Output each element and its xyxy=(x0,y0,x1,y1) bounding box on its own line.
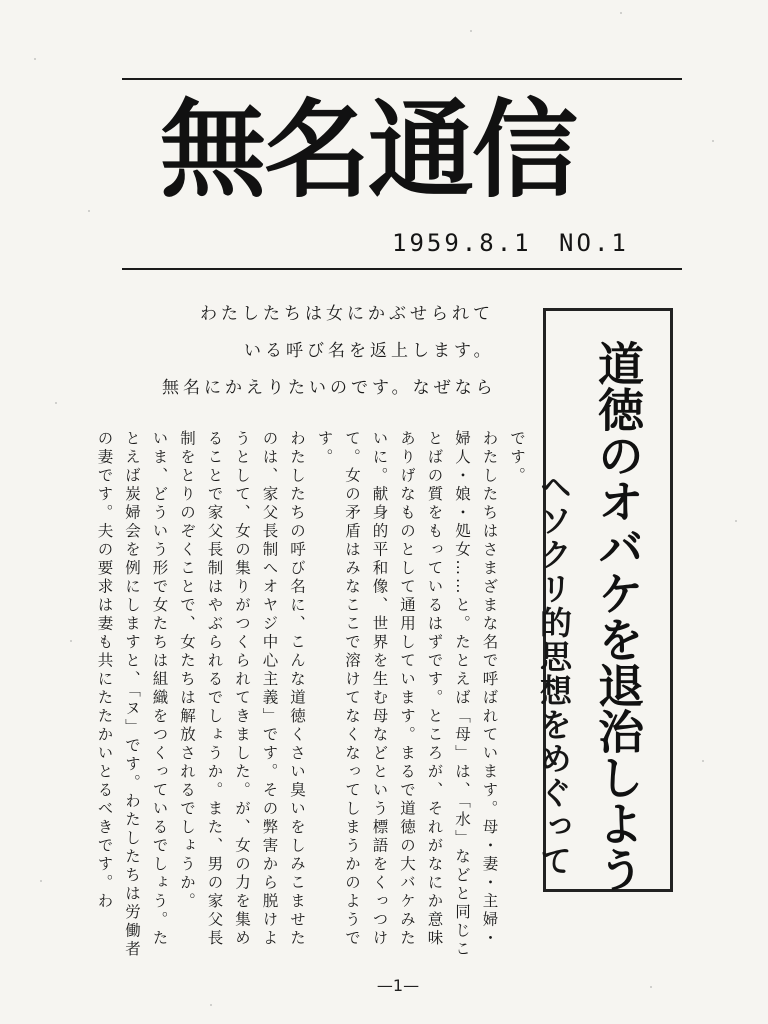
issue-number: NO.1 xyxy=(559,229,629,257)
body-paragraph: わたしたちの呼び名に、こんな道徳くさい臭いをしみこませたのは、家父長制へオヤジ中心主義」です。その弊害から脱けようとして、女の集りがつくられてきました。が、女の力を集めることで家父長制はやぶられるでしょうか。また、男の家父長制をとりのぞくことで、女たちは解放されるでしょうか。 xyxy=(178,430,306,948)
intro-line: 無名にかえりたいのです。なぜなら xyxy=(162,378,497,398)
paper-speck xyxy=(470,30,472,32)
masthead-title: 無名通信 xyxy=(160,89,576,212)
paper-speck xyxy=(88,210,90,212)
issue-line xyxy=(392,226,639,260)
paper-speck xyxy=(55,402,57,404)
header-top-rule xyxy=(122,78,682,80)
body-paragraph: です。 xyxy=(508,430,526,486)
intro-line: わたしたちは女にかぶせられて xyxy=(200,304,494,324)
paper-speck xyxy=(702,760,704,762)
headline-subtitle: ヘソクリ的思想をめぐって xyxy=(535,470,573,878)
paper-speck xyxy=(34,58,36,60)
body-paragraph: わたしたちはさまざまな名で呼ばれています。母・妻・主婦・婦人・娘・処女……と。たとえば「母」は、「水」などと同じことばの質をもっているはずです。ところが、それがなにか意味ありげなものとして通用しています。まるで道徳の大バケみたいに。献身的平和像、世界を生む母などという標語をくっつけて。女の矛盾はみなここで溶けてなくなってしまうかのようです。 xyxy=(315,430,499,959)
paper-speck xyxy=(712,140,714,142)
issue-date: 1959.8.1 xyxy=(392,229,532,257)
paper-speck xyxy=(650,986,652,988)
paper-speck xyxy=(210,1004,212,1006)
header-bottom-rule xyxy=(122,268,682,270)
page-number: —1— xyxy=(376,976,420,995)
intro-line: いる呼び名を返上します。 xyxy=(244,341,495,361)
article-body xyxy=(95,430,530,960)
body-paragraph: いま、どういう形で女たちは組織をつくっているでしょう。たとえば炭婦会を例にしますと、「ヌ」です。わたしたちは労働者の妻です。夫の要求は妻も共にたたかいとるべきです。わ xyxy=(95,430,169,959)
paper-speck xyxy=(40,880,42,882)
paper-speck xyxy=(735,520,737,522)
headline-title: 道徳のオバケを退治しよう xyxy=(591,340,645,892)
paper-speck xyxy=(620,12,622,14)
paper-speck xyxy=(70,640,72,642)
